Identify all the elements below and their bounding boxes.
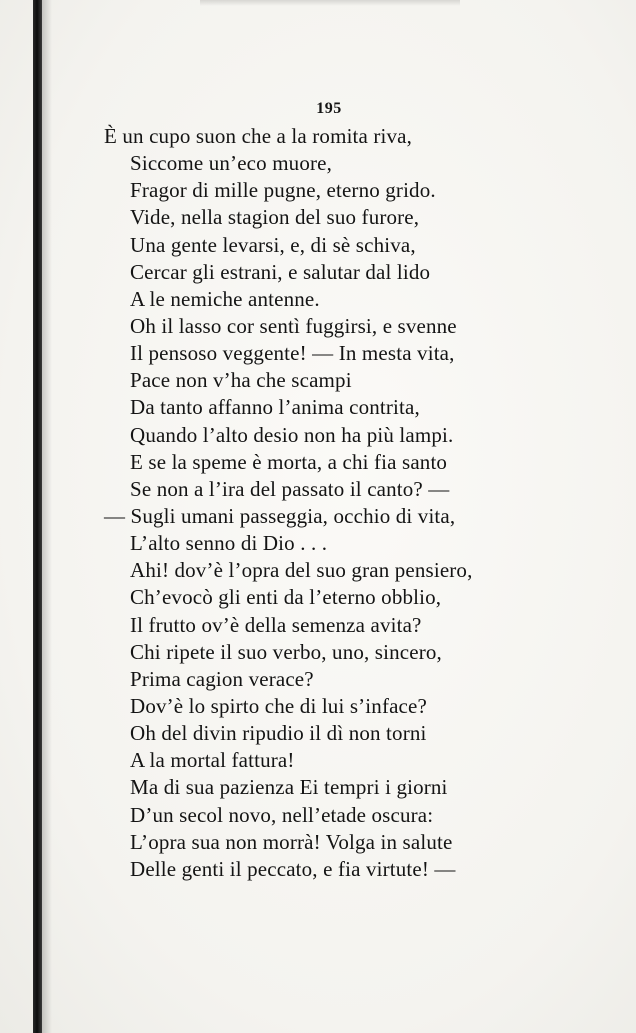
poem-line: Siccome un’eco muore, (130, 151, 332, 176)
poem-line: Oh il lasso cor sentì fuggirsi, e svenne (130, 313, 457, 338)
poem-line: Prima cagion verace? (130, 666, 314, 691)
poem-line: È un cupo suon che a la romita riva, (104, 124, 413, 148)
poem-line: Il frutto ov’è della semenza avita? (130, 612, 422, 637)
poem-line: Ahi! dov’è l’opra del suo gran pensiero, (130, 558, 473, 583)
poem-line: L’alto senno di Dio . . . (130, 531, 328, 556)
page-number: 195 (316, 100, 342, 117)
poem-line: Oh del divin ripudio il dì non torni (130, 721, 427, 746)
poem-line: E se la speme è morta, a chi fia santo (130, 449, 448, 474)
poem-line: Pace non v’ha che scampi (130, 368, 352, 393)
poem-line: A le nemiche antenne. (130, 286, 320, 311)
poem-line: A la mortal fattura! (130, 748, 295, 773)
poem-line: Una gente levarsi, e, di sè schiva, (130, 232, 416, 257)
poem-line: Ch’evocò gli enti da l’eterno obblio, (130, 585, 442, 610)
binding-shadow (42, 0, 52, 1033)
poem-line: Vide, nella stagion del suo furore, (130, 205, 420, 230)
poem-text (104, 123, 604, 883)
poem-line: Se non a l’ira del passato il canto? — (130, 476, 450, 501)
poem-line: Fragor di mille pugne, eterno grido. (130, 178, 436, 203)
poem-line: Quando l’alto desio non ha più lampi. (130, 422, 454, 447)
poem-line: Dov’è lo spirto che di lui s’inface? (130, 693, 427, 718)
poem-line: Chi ripete il suo verbo, uno, sincero, (130, 639, 442, 664)
poem-line: Ma di sua pazienza Ei tempri i giorni (130, 775, 448, 800)
poem-line: — Sugli umani passeggia, occhio di vita, (104, 503, 456, 528)
poem-line: D’un secol novo, nell’etade oscura: (130, 802, 434, 827)
page-top-shadow (200, 0, 460, 6)
poem-line: Il pensoso veggente! — In mesta vita, (130, 341, 455, 366)
poem-line: L’opra sua non morrà! Volga in salute (130, 829, 453, 854)
poem-line: Da tanto affanno l’anima contrita, (130, 395, 420, 420)
poem-line: Delle genti il peccato, e fia virtute! — (130, 856, 456, 881)
book-binding-edge (33, 0, 42, 1033)
poem-line: Cercar gli estrani, e salutar dal lido (130, 259, 431, 284)
